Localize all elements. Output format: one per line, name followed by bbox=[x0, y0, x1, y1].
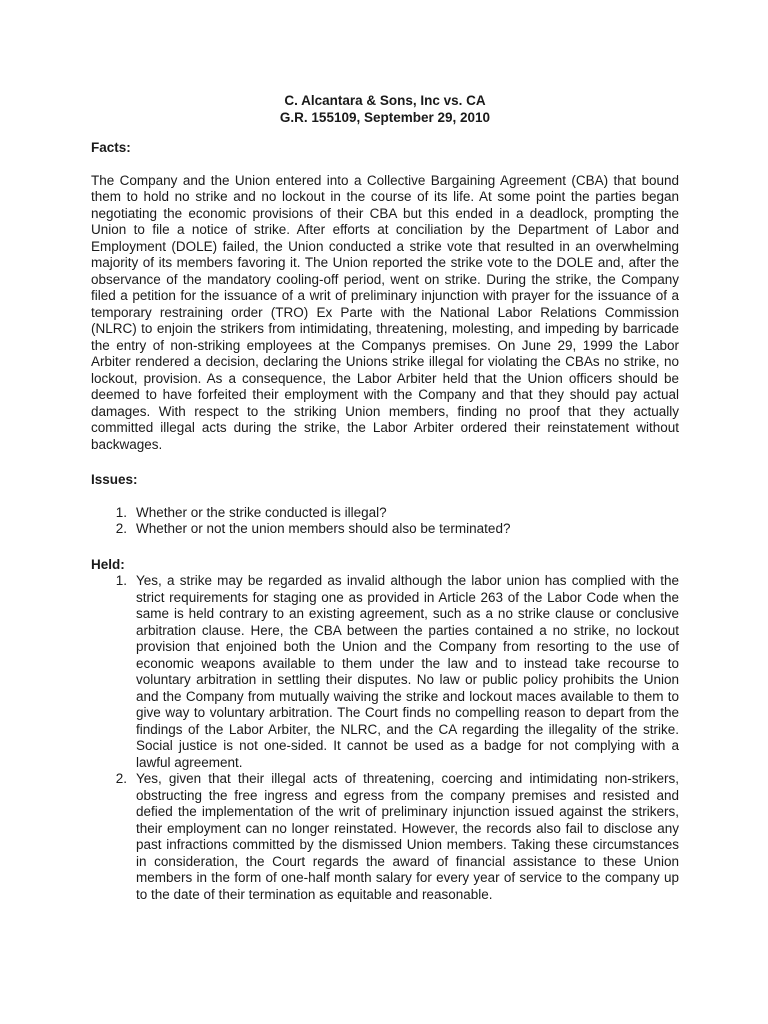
case-title: C. Alcantara & Sons, Inc vs. CA bbox=[284, 93, 486, 108]
issues-heading: Issues: bbox=[91, 472, 138, 487]
held-text: Yes, a strike may be regarded as invalid although the labor union has complied with the strict requirements for staging one as provided in Article 263 of the Labor Code when the same is held contrary to an existing agreement, such as a no strike clause or conclusive arbitration clause. Here, the CBA between the parties contained a no strike, no lockout provision that enjoined both the Union and the Company from resorting to the use of economic weapons available to them under the law and to instead take recourse to voluntary arbitration in settling their disputes. No law or public policy prohibits the Union and the Company from mutually waiving the strike and lockout maces available to them to give way to voluntary arbitration. The Court finds no compelling reason to depart from the findings of the Labor Arbiter, the NLRC, and the CA regarding the illegality of the strike. Social justice is not one-sided. It cannot be used as a badge for not complying with a lawful agreement. bbox=[136, 573, 679, 770]
held-number: 1. bbox=[115, 573, 127, 588]
issue-item bbox=[91, 521, 679, 538]
issue-text: Whether or not the union members should also be terminated? bbox=[136, 521, 511, 536]
case-citation: G.R. 155109, September 29, 2010 bbox=[279, 109, 491, 125]
held-heading: Held: bbox=[91, 556, 125, 572]
held-item bbox=[91, 573, 679, 771]
issue-text: Whether or the strike conducted is illegal? bbox=[136, 504, 387, 520]
issue-item bbox=[91, 505, 679, 522]
facts-heading: Facts: bbox=[91, 140, 131, 155]
held-item bbox=[91, 771, 679, 903]
case-title-block bbox=[91, 93, 679, 126]
issue-number: 1. bbox=[115, 504, 127, 520]
held-list bbox=[91, 573, 679, 903]
facts-paragraph: The Company and the Union entered into a Collective Bargaining Agreement (CBA) that bound them to hold no strike and no lockout in the course of its life. At some point the parties began negotiating the economic provisions of their CBA but this ended in a deadlock, prompting the Union to file a notice of strike. After efforts at conciliation by the Department of Labor and Employment (DOLE) failed, the Union conducted a strike vote that resulted in an overwhelming majority of its members favoring it. The Union reported the strike vote to the DOLE and, after the observance of the mandatory cooling-off period, went on strike. During the strike, the Company filed a petition for the issuance of a writ of preliminary injunction with prayer for the issuance of a temporary restraining order (TRO) Ex Parte with the National Labor Relations Commission (NLRC) to enjoin the strikers from intimidating, threatening, molesting, and impeding by barricade the entry of non-striking employees at the Companys premises. On June 29, 1999 the Labor Arbiter rendered a decision, declaring the Unions strike illegal for violating the CBAs no strike, no lockout, provision. As a consequence, the Labor Arbiter held that the Union officers should be deemed to have forfeited their employment with the Company and that they should pay actual damages. With respect to the striking Union members, finding no proof that they actually committed illegal acts during the strike, the Labor Arbiter ordered their reinstatement without backwages. bbox=[91, 172, 679, 452]
held-number: 2. bbox=[115, 771, 127, 786]
held-text: Yes, given that their illegal acts of threatening, coercing and intimidating non-strikers, obstructing the free ingress and egress from the company premises and resisted and defied the implementation of the writ of preliminary injunction issued against the strikers, their employment can no longer reinstated. However, the records also fail to disclose any past infractions committed by the dismissed Union members. Taking these circumstances in consideration, the Court regards the award of financial assistance to these Union members in the form of one-half month salary for every year of service to the company up to the date of their termination as equitable and reasonable. bbox=[136, 771, 679, 902]
issues-list bbox=[91, 505, 679, 538]
issue-number: 2. bbox=[115, 521, 127, 536]
